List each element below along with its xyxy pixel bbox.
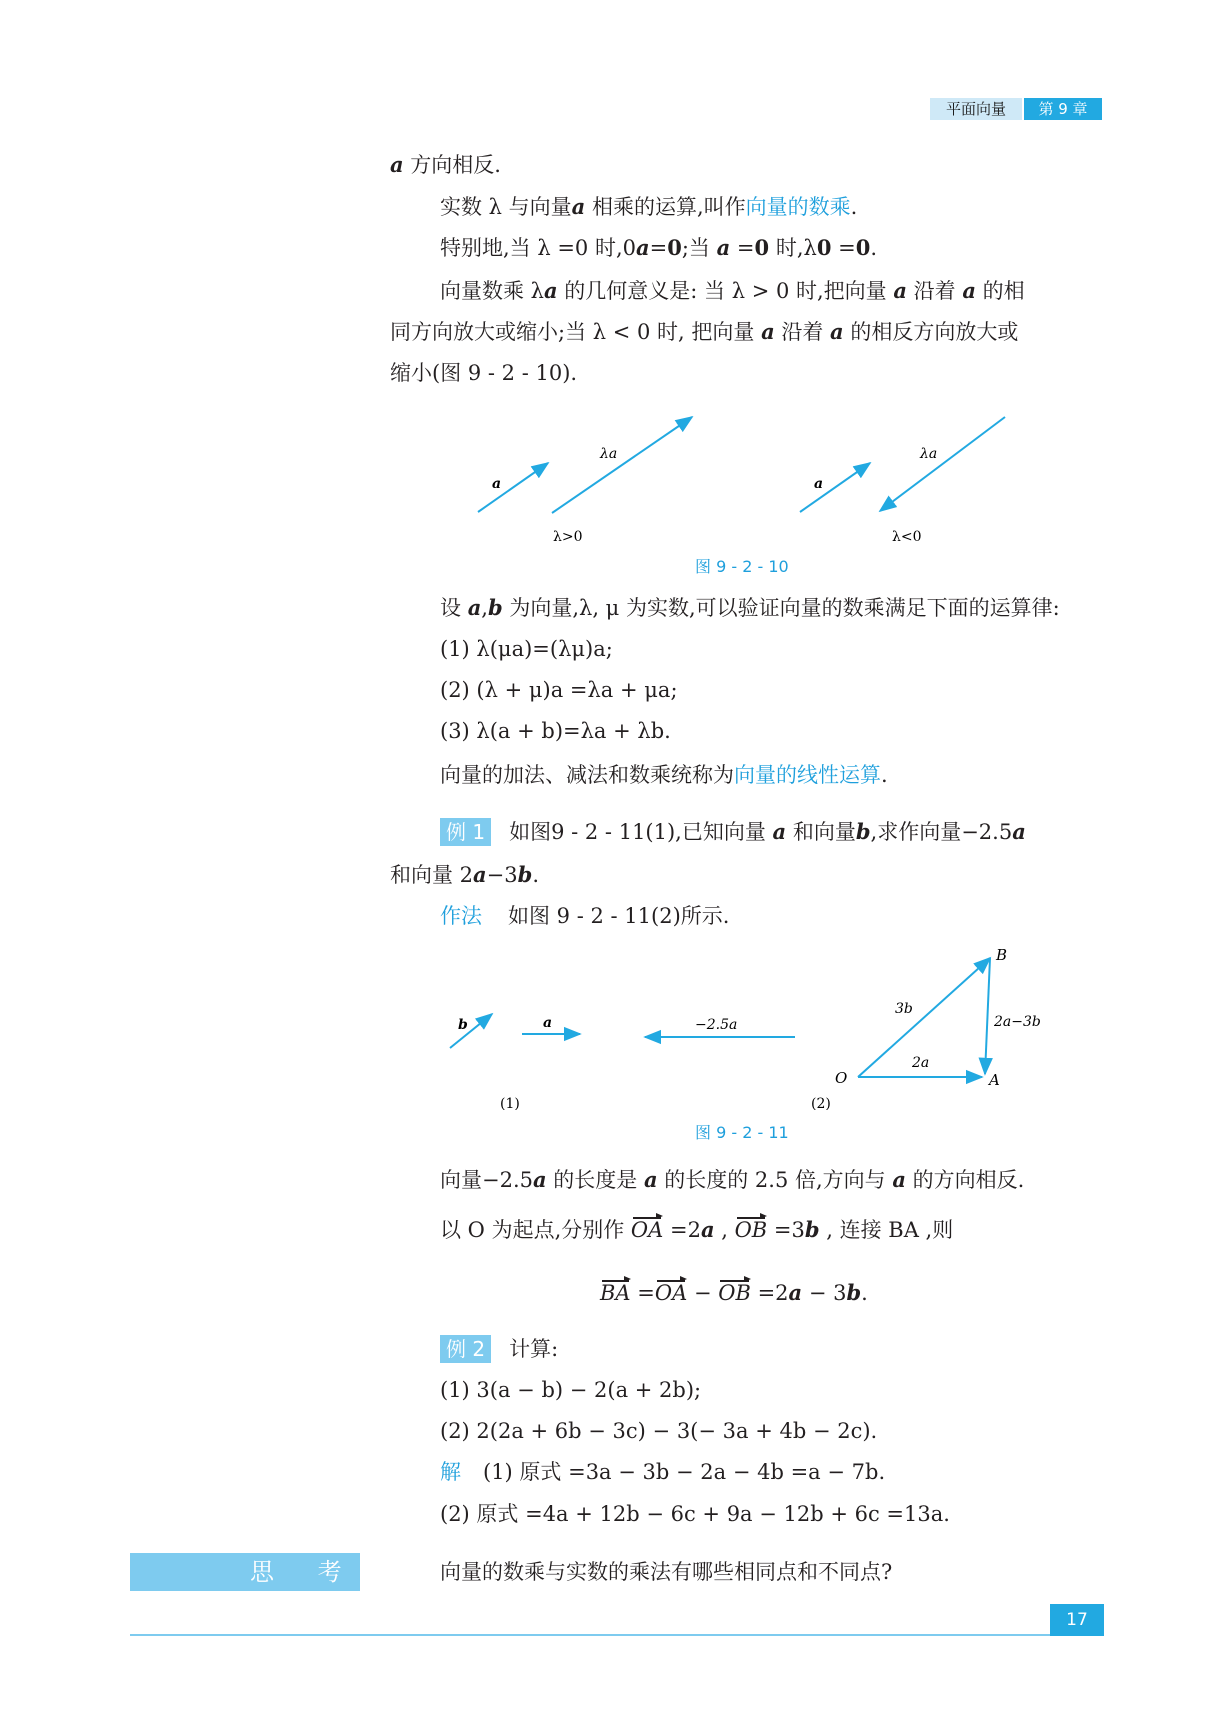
example-2-title: 例 2 计算:	[440, 1334, 558, 1364]
geometric-meaning-line-1: 向量数乘 λa 的几何意义是: 当 λ > 0 时,把向量 a 沿着 a 的相	[440, 278, 1025, 303]
special-case-paragraph: 特别地,当 λ =0 时,0a=0;当 a =0 时,λ0 =0.	[440, 235, 878, 260]
vector-notation-BA: BA	[600, 1278, 631, 1308]
point-O: O	[835, 1069, 848, 1087]
fig11-label-3b: 3b	[895, 1001, 913, 1017]
label-lambda-a-left: λa	[600, 446, 618, 462]
definition-paragraph: 实数 λ 与向量a 相乘的运算,叫作向量的数乘.	[440, 194, 858, 219]
vector-b	[450, 1014, 492, 1048]
page-number: 17	[1050, 1604, 1104, 1636]
method-label: 作法	[440, 904, 482, 928]
example-1-solution-line-1: 向量−2.5a 的长度是 a 的长度的 2.5 倍,方向与 a 的方向相反.	[440, 1167, 1025, 1192]
vector-a-right	[800, 463, 870, 512]
point-B: B	[996, 946, 1008, 964]
term-linear-operations: 向量的线性运算	[734, 763, 881, 787]
example-2-tag: 例 2	[440, 1335, 491, 1363]
paragraph-continuation: a 方向相反.	[390, 152, 501, 177]
example-1-solution-line-2: 以 O 为起点,分别作 OA =2a , OB =3b , 连接 BA ,则	[440, 1215, 953, 1245]
example-1-method: 作法 如图 9 - 2 - 11(2)所示.	[440, 904, 730, 928]
law-1: (1) λ(μa)=(λμ)a;	[440, 637, 613, 661]
vector-BA	[985, 958, 990, 1074]
solution-label: 解	[440, 1460, 461, 1484]
condition-positive: λ>0	[553, 529, 583, 545]
geometric-meaning-line-2: 同方向放大或缩小;当 λ < 0 时, 把向量 a 沿着 a 的相反方向放大或	[390, 319, 1019, 344]
running-header-chapter: 第 9 章	[1024, 98, 1102, 120]
example-1-line-1: 例 1 如图9 - 2 - 11(1),已知向量 a 和向量b,求作向量−2.5a	[440, 817, 1026, 847]
think-question: 向量的数乘与实数的乘法有哪些相同点和不同点?	[440, 1560, 893, 1584]
fig11-sub-1: (1)	[500, 1096, 520, 1110]
figure-9-2-11	[440, 940, 1060, 1110]
law-3: (3) λ(a + b)=λa + λb.	[440, 719, 671, 743]
figure-caption-9-2-10: 图 9 - 2 - 10	[695, 557, 789, 576]
example-1-result-equation: BA =OA − OB =2a − 3b.	[600, 1278, 868, 1308]
fig11-label-a: a	[543, 1015, 553, 1031]
think-box: 思 考	[130, 1553, 360, 1591]
label-a-left: a	[492, 476, 502, 492]
footer-rule	[130, 1634, 1050, 1636]
fig11-label-neg: −2.5a	[695, 1017, 738, 1033]
example-1-tag: 例 1	[440, 818, 491, 846]
fig11-label-diff: 2a−3b	[994, 1014, 1041, 1030]
running-header-section: 平面向量	[930, 98, 1022, 120]
example-2-solution-2: (2) 原式 =4a + 12b − 6c + 9a − 12b + 6c =13a.	[440, 1502, 950, 1526]
vector-lambda-a-positive	[552, 417, 692, 513]
vector-notation-OB-2: OB	[718, 1278, 751, 1308]
term-scalar-multiplication: 向量的数乘	[745, 195, 851, 219]
geometric-meaning-line-3: 缩小(图 9 - 2 - 10).	[390, 361, 578, 385]
example-1-line-2: 和向量 2a−3b.	[390, 862, 539, 887]
point-A: A	[989, 1071, 1000, 1089]
law-2: (2) (λ + μ)a =λa + μa;	[440, 678, 678, 702]
vector-notation-OA: OA	[631, 1215, 663, 1245]
figure-9-2-10	[460, 405, 1040, 545]
fig11-label-b: b	[458, 1017, 468, 1033]
figure-caption-9-2-11: 图 9 - 2 - 11	[695, 1123, 789, 1142]
label-lambda-a-right: λa	[920, 446, 938, 462]
vector-a-left	[478, 463, 548, 512]
example-2-problem-1: (1) 3(a − b) − 2(a + 2b);	[440, 1378, 702, 1402]
vector-notation-OA-2: OA	[655, 1278, 687, 1308]
linear-operations-paragraph: 向量的加法、减法和数乘统称为向量的线性运算.	[440, 763, 888, 787]
condition-negative: λ<0	[892, 529, 922, 545]
label-a-right: a	[814, 476, 824, 492]
example-2-solution-1: 解 (1) 原式 =3a − 3b − 2a − 4b =a − 7b.	[440, 1460, 886, 1484]
example-2-problem-2: (2) 2(2a + 6b − 3c) − 3(− 3a + 4b − 2c).	[440, 1419, 878, 1443]
fig11-label-2a: 2a	[912, 1055, 930, 1071]
fig11-sub-2: (2)	[811, 1096, 831, 1110]
vector-notation-OB: OB	[735, 1215, 768, 1245]
laws-intro: 设 a,b 为向量,λ, μ 为实数,可以验证向量的数乘满足下面的运算律:	[440, 595, 1060, 620]
vector-lambda-a-negative	[880, 417, 1005, 511]
